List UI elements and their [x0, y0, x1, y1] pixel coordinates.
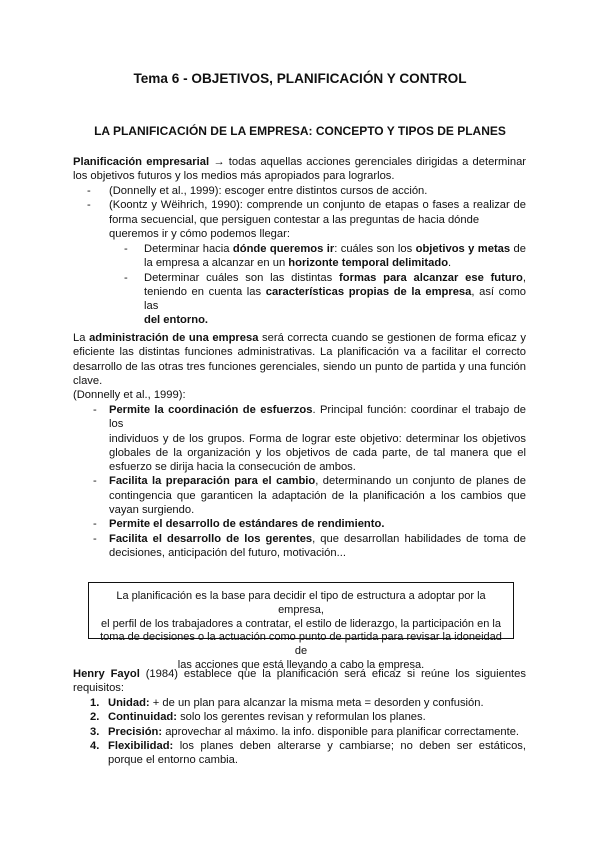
list-item: - Facilita el desarrollo de los gerentes, que desarrollan habilidades de toma de decisiones, anticipación del futuro, motivación...	[93, 532, 526, 559]
benefits-list	[93, 403, 526, 560]
term-planificacion: Planificación empresarial	[73, 156, 210, 168]
section-title: LA PLANIFICACIÓN DE LA EMPRESA: CONCEPTO Y TIPOS DE PLANES	[94, 124, 506, 138]
sub-list	[124, 242, 526, 328]
list-item: - Permite la coordinación de esfuerzos. Principal función: coordinar el trabajo de los individuos y de los grupos. Forma de lograr este objetivo: determinar los objetivos globales de la organización y los objetivos de cada parte, de tal manera que el esfuerzo se dirija hacia la consecución de ambos.	[93, 404, 527, 474]
highlight-box: La planificación es la base para decidir el tipo de estructura a adoptar por la empresa, el perfil de los trabajadores a contratar, el estilo de liderazgo, la participación en la toma de decisiones o la actuación como punto de partida para revisar la idoneidad de las acciones que está llevando a cabo la empresa.	[88, 582, 514, 639]
list-item: - Determinar cuáles son las distintas formas para alcanzar ese futuro, teniendo en cuenta las características propias de la empresa, así como las del entorno.	[124, 271, 527, 327]
list-item: 2. Continuidad: solo los gerentes revisan y reformulan los planes.	[90, 711, 426, 724]
list-item: - Determinar hacia dónde queremos ir: cuáles son los objetivos y metas de la empresa a alcanzar en un horizonte temporal delimitado.	[124, 243, 526, 270]
paragraph-administracion: La administración de una empresa será correcta cuando se gestionen de forma eficaz y eficiente las distintas funciones administrativas. La planificación va a facilitar el correcto desarrollo de las otras tres funciones gerenciales, siendo un punto de partida y una función clave. (Donnelly et al., 1999):	[73, 332, 526, 402]
list-item: 3. Precisión: aprovechar al máximo. la info. disponible para planificar correctamente.	[90, 725, 520, 738]
list-item: 1. Unidad: + de un plan para alcanzar la misma meta = desorden y confusión.	[90, 697, 484, 709]
list-item: - (Donnelly et al., 1999): escoger entre distintos cursos de acción.	[87, 185, 428, 197]
definition-list	[87, 184, 526, 241]
page-title: Tema 6 - OBJETIVOS, PLANIFICACIÓN Y CONTROL	[133, 71, 467, 86]
list-item: - Facilita la preparación para el cambio, determinando un conjunto de planes de contingencia que garanticen la adaptación de la planificación a los cambios que vayan surgiendo.	[93, 475, 526, 517]
paragraph-definition: Planificación empresarial → todas aquellas acciones gerenciales dirigidas a determinar los objetivos futuros y los medios más apropiados para lograrlos.	[73, 156, 527, 183]
list-item: - (Koontz y Wëihrich, 1990): comprende un conjunto de etapas o fases a realizar de forma secuencial, que persiguen contestar a las preguntas de hacia dónde queremos ir y cómo podemos llegar:	[87, 199, 526, 240]
paragraph-fayol: Henry Fayol (1984) establece que la planificación será eficaz si reúne los siguientes requisitos:	[73, 668, 526, 695]
requirements-list	[90, 696, 526, 767]
list-item: 4. Flexibilidad: los planes deben alterarse y cambiarse; no deben ser estáticos, porque el entorno cambia.	[90, 739, 526, 767]
list-item: - Permite el desarrollo de estándares de rendimiento.	[93, 518, 385, 531]
